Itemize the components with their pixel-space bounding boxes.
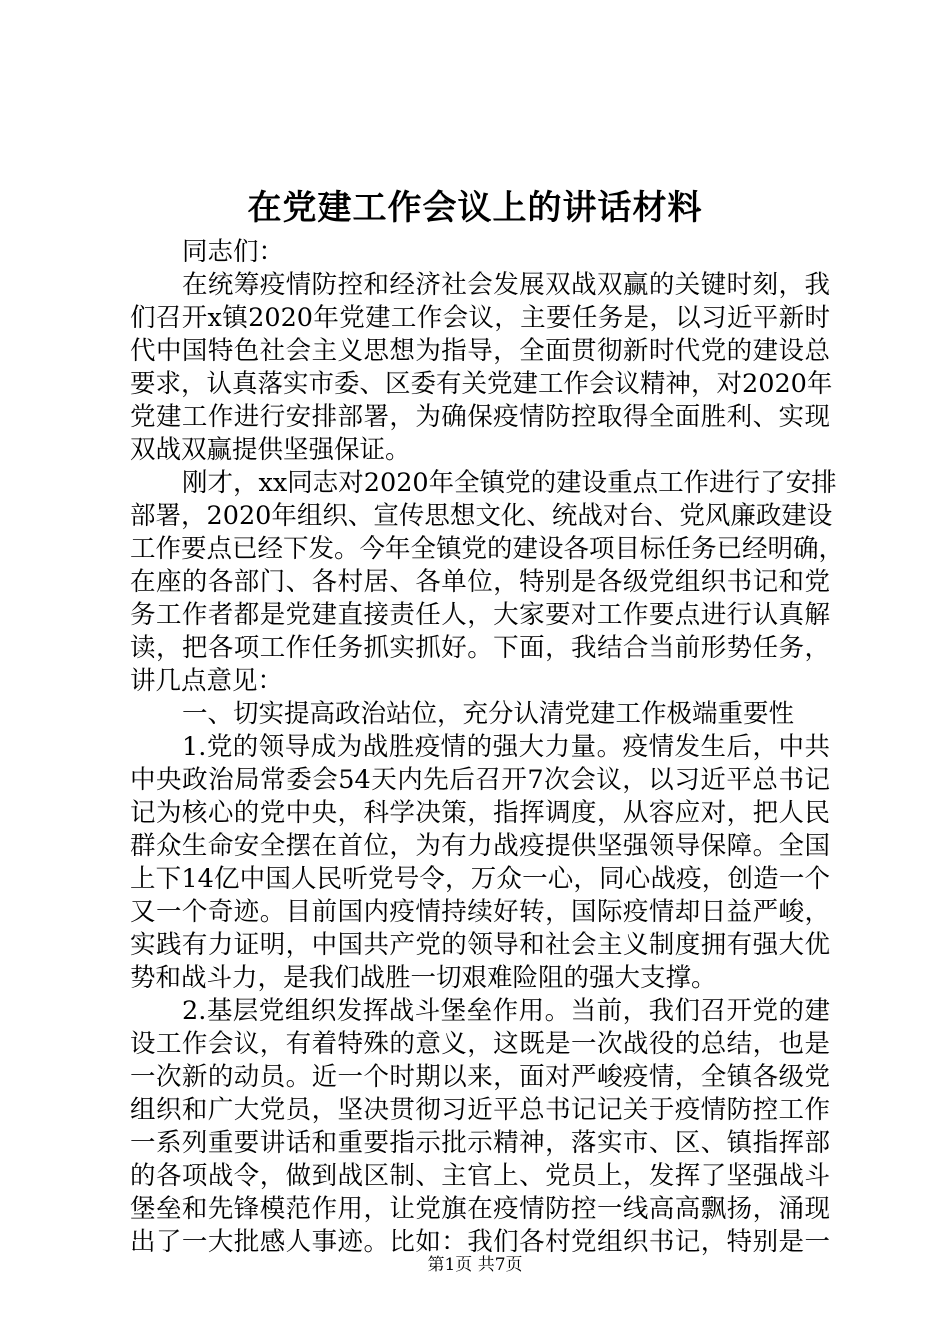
- text-line: 记为核心的党中央，科学决策，指挥调度，从容应对，把人民: [130, 798, 830, 828]
- text-line: 在统筹疫情防控和经济社会发展双战双赢的关键时刻，我: [182, 270, 830, 300]
- text-line: 们召开x镇2020年党建工作会议，主要任务是，以习近平新时: [130, 303, 830, 333]
- text-line: 一、切实提高政治站位，充分认清党建工作极端重要性: [182, 699, 795, 729]
- text-line: 代中国特色社会主义思想为指导，全面贯彻新时代党的建设总: [130, 336, 830, 366]
- text-line: 在座的各部门、各村居、各单位，特别是各级党组织书记和党: [130, 567, 830, 597]
- text-line: 实践有力证明，中国共产党的领导和社会主义制度拥有强大优: [130, 930, 830, 960]
- text-line: 组织和广大党员，坚决贯彻习近平总书记记关于疫情防控工作: [130, 1095, 830, 1125]
- text-line: 刚才，xx同志对2020年全镇党的建设重点工作进行了安排: [182, 468, 837, 498]
- text-line: 同志们：: [182, 237, 285, 267]
- text-line: 部署，2020年组织、宣传思想文化、统战对台、党风廉政建设: [130, 501, 833, 531]
- document-body: [130, 236, 845, 1259]
- text-line: 又一个奇迹。目前国内疫情持续好转，国际疫情却日益严峻，: [130, 897, 830, 927]
- text-line: 要求，认真落实市委、区委有关党建工作会议精神，对2020年: [130, 369, 833, 399]
- text-line: 工作要点已经下发。今年全镇党的建设各项目标任务已经明确，: [130, 534, 845, 564]
- text-line: 一次新的动员。近一个时期以来，面对严峻疫情，全镇各级党: [130, 1062, 830, 1092]
- text-line: 双战双赢提供坚强保证。: [130, 435, 411, 465]
- text-line: 势和战斗力，是我们战胜一切艰难险阻的强大支撑。: [130, 963, 717, 993]
- text-line: 的各项战令，做到战区制、主官上、党员上，发挥了坚强战斗: [130, 1161, 830, 1191]
- text-line: 中央政治局常委会54天内先后召开7次会议，以习近平总书记: [130, 765, 830, 795]
- text-line: 堡垒和先锋模范作用，让党旗在疫情防控一线高高飘扬，涌现: [130, 1194, 830, 1224]
- text-line: 群众生命安全摆在首位，为有力战疫提供坚强领导保障。全国: [130, 831, 830, 861]
- text-line: 讲几点意见：: [130, 666, 284, 696]
- text-line: 务工作者都是党建直接责任人，大家要对工作要点进行认真解: [130, 600, 830, 630]
- document-title: 在党建工作会议上的讲话材料: [247, 188, 703, 228]
- text-line: 2.基层党组织发挥战斗堡垒作用。当前，我们召开党的建: [182, 996, 830, 1026]
- text-line: 读，把各项工作任务抓实抓好。下面，我结合当前形势任务，: [130, 633, 830, 663]
- text-line: 出了一大批感人事迹。比如：我们各村党组织书记，特别是一: [130, 1227, 830, 1257]
- text-line: 设工作会议，有着特殊的意义，这既是一次战役的总结，也是: [130, 1029, 830, 1059]
- page-footer: 第1页 共7页: [427, 1255, 523, 1275]
- text-line: 1.党的领导成为战胜疫情的强大力量。疫情发生后，中共: [182, 732, 830, 762]
- text-line: 上下14亿中国人民听党号令，万众一心，同心战疫，创造一个: [130, 864, 830, 894]
- text-line: 一系列重要讲话和重要指示批示精神，落实市、区、镇指挥部: [130, 1128, 830, 1158]
- text-line: 党建工作进行安排部署，为确保疫情防控取得全面胜利、实现: [130, 402, 830, 432]
